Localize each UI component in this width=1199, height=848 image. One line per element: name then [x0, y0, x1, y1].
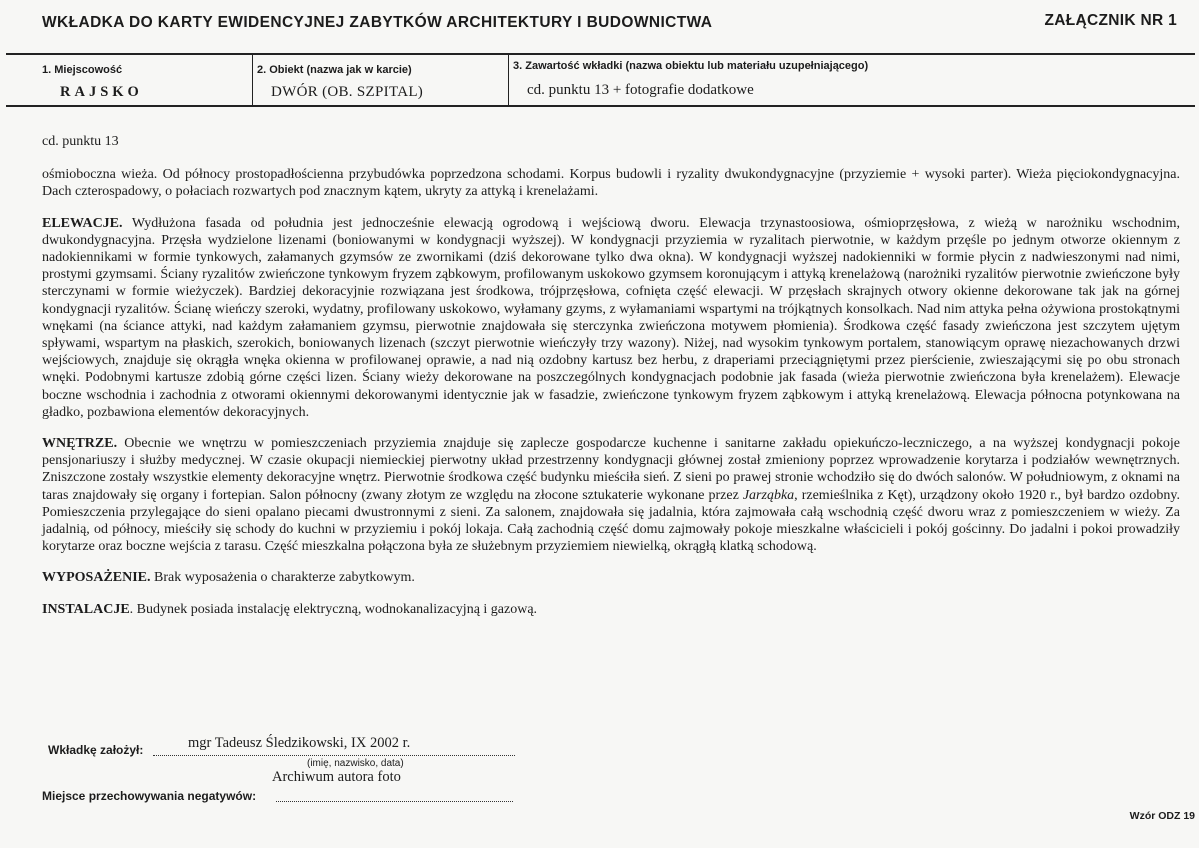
- prepared-by-value: mgr Tadeusz Śledzikowski, IX 2002 r.: [188, 735, 411, 751]
- interior-heading: WNĘTRZE.: [42, 436, 118, 452]
- elevations-text: Wydłużona fasada od południa jest jednocześnie elewacją ogrodową i wejściową dworu. Elewacja trzynastoosiowa, ośmioprzęsłowa, z wieżą w narożniku wschodnim, dwukondygnacyjna. Przęsła wydzielone lizenami (boniowanymi w kondygnacji wyższej). W kondygnacji przyziemia w ryzalitach pierwotnie, w każdym przęśle po jednym otworze okiennym z nadokiennikami w formie tynkowych, załamanych gzymsów ze zwornikami (dziś dekorowane tylko dwa okna). W kondygnacji wyższej nadokienniki w formie płycin z nadwieszonymi nad nimi, prostymi gzymsami. Ściany ryzalitów zwieńczone tynkowym fryzem ząbkowym, profilowanym uskokowo gzymsem koronującym i attyką krenelażową (narożniki ryzalitów pierwotnie zwieńczone były sterczynami w formie wieżyczek). Bardziej dekoracyjnie rozwiązana jest środkowa, trójprzęsłowa, cofnięta część elewacji. W przęsłach skrajnych otwory okienne dekorowane tak jak na górnej kondygnacji ryzalitów. Ścianę wieńczy szeroki, wydatny, profilowany uskokowo, wyłamany gzyms, z wyłamaniami wspartymi na trójkątnych konsolkach. Nad nim attyka pełna ożywiona prostokątnymi wnękami (na ściance attyki, nad każdym załamaniem gzymsu, pierwotnie znajdowała się sterczynka zwieńczona motywem płomienia). Środkowa część fasady zwieńczona jest szczytem ujętym spływami, wspartym na płaskich, szerokich, boniowanych lizenach (szczyt pierwotnie wieńczyły trzy wazony). Niżej, nad wysokim tynkowym portalem, stanowiącym oprawę niezachowanych drzwi wejściowych, znajduje się okrągła wnęka okienna w profilowanej oprawie, a nad nią ozdobny kartusz bez herbu, z draperiami przeciągniętymi przez pierścienie, zwieszającymi się po obu stronach wnęki. Podobnymi kartusze zdobią górne części lizen. Ściany wieży dekorowane na poszczególnych kondygnacjach podobnie jak fasada (wieża pierwotnie zwieńczona była krenelażem). Elewacje boczne wschodnia i zachodnia z otworami okiennymi dekorowanymi identycznie jak w fasadzie, zwieńczone tynkowym fryzem ząbkowym i attyką krenelażową. Elewacja północna potynkowana na gładko, pozbawiona elementów dekoracyjnych.: [42, 215, 1181, 420]
- object-cell: [253, 55, 509, 105]
- annex-number: ZAŁĄCZNIK NR 1: [1044, 12, 1177, 29]
- interior-paragraph: [42, 435, 1180, 555]
- form-code: Wzór ODZ 19: [1129, 810, 1195, 822]
- installations-text: . Budynek posiada instalację elektryczną, wodnokanalizacyjną i gazową.: [129, 601, 538, 617]
- equipment-heading: WYPOSAŻENIE.: [42, 570, 151, 586]
- installations-heading: INSTALACJE: [42, 601, 130, 617]
- prepared-by-hint: (imię, nazwisko, data): [307, 758, 404, 769]
- contents-label: 3. Zawartość wkładki (nazwa obiektu lub materiału uzupełniającego): [513, 60, 869, 72]
- interior-text-2: , rzemieślnika z Kęt), urządzony około 1920 r., był bardzo ozdobny. Pomieszczenia przylegające do sieni opalano piecami dwustronnymi z sieni. Za salonem, znajdowała się jadalnia, która zajmowała całą wschodnią część dworu wraz z pomieszczeniem w wieży. Za jadalnią, od północy, mieściły się schody do kuchni w przyziemiu i pokój lokaja. Całą zachodnią część domu zajmowały pokoje mieszkalne właścicieli i pokój gościnny. Do jadalni i pokoi prowadziły korytarze oraz boczne wejścia z tarasu. Część mieszkalna połączona była ze służebnym przyziemiem niewielką, okrągłą klatką schodową.: [42, 487, 1181, 555]
- elevations-paragraph: [42, 215, 1180, 421]
- locality-cell: [6, 55, 253, 105]
- installations-paragraph: [42, 601, 1180, 618]
- interior-text-1: Obecnie we wnętrzu w pomieszczeniach przyziemia znajduje się zaplecze gospodarcze kuchenne i sanitarne zakładu opiekuńczo-leczniczego, a na wyższej kondygnacji pokoje pensjonariuszy i służby medycznej. W czasie okupacji niemieckiej pierwotny układ przestrzenny kondygnacji głównej został zmieniony poprzez wprowadzenie korytarza i podziałów wewnętrznych. Zniszczone zostały wszystkie elementy dekoracyjne wnętrz. Pierwotnie środkowa część budynku mieściła sień. Z sieni po prawej stronie wchodziło się do dwóch salonów. W południowym, z oknami na taras znajdowały się organy i fortepian. Salon północny (zwany złotym ze względu na złocone sztukaterie wykonane przez: [42, 436, 1180, 503]
- prepared-by-label: Wkładkę założył:: [48, 743, 144, 757]
- contents-value: cd. punktu 13 + fotografie dodatkowe: [527, 82, 754, 98]
- prepared-by-line: [153, 755, 515, 756]
- document-title: WKŁADKA DO KARTY EWIDENCYJNEJ ZABYTKÓW ARCHITEKTURY I BUDOWNICTWA: [42, 14, 713, 31]
- contents-cell: [509, 55, 1195, 105]
- locality-label: 1. Miejscowość: [42, 64, 123, 76]
- locality-value: RAJSKO: [60, 84, 143, 100]
- form-header-table: [6, 53, 1195, 107]
- object-value: DWÓR (OB. SZPITAL): [271, 84, 424, 100]
- equipment-paragraph: [42, 569, 1180, 586]
- archive-value: Archiwum autora foto: [272, 769, 401, 785]
- equipment-text: Brak wyposażenia o charakterze zabytkowym.: [154, 570, 415, 586]
- continuation-note: cd. punktu 13: [42, 134, 119, 149]
- document-body: [42, 133, 1180, 618]
- interior-craftsman-name: Jarząbka: [742, 487, 795, 503]
- negatives-location-label: Miejsce przechowywania negatywów:: [42, 789, 257, 803]
- object-label: 2. Obiekt (nazwa jak w karcie): [257, 64, 412, 76]
- intro-paragraph: ośmioboczna wieża. Od północy prostopadłościenna przybudówka poprzedzona schodami. Korpus budowli i ryzality dwukondygnacyjne (przyziemie + wysoki parter). Wieża pięciokondygnacyjna. Dach czterospadowy, o połaciach rozwartych pod znacznym kątem, ukryty za attyką i krenelażami.: [42, 167, 1180, 200]
- negatives-location-line: [276, 801, 513, 802]
- elevations-heading: ELEWACJE.: [42, 215, 123, 231]
